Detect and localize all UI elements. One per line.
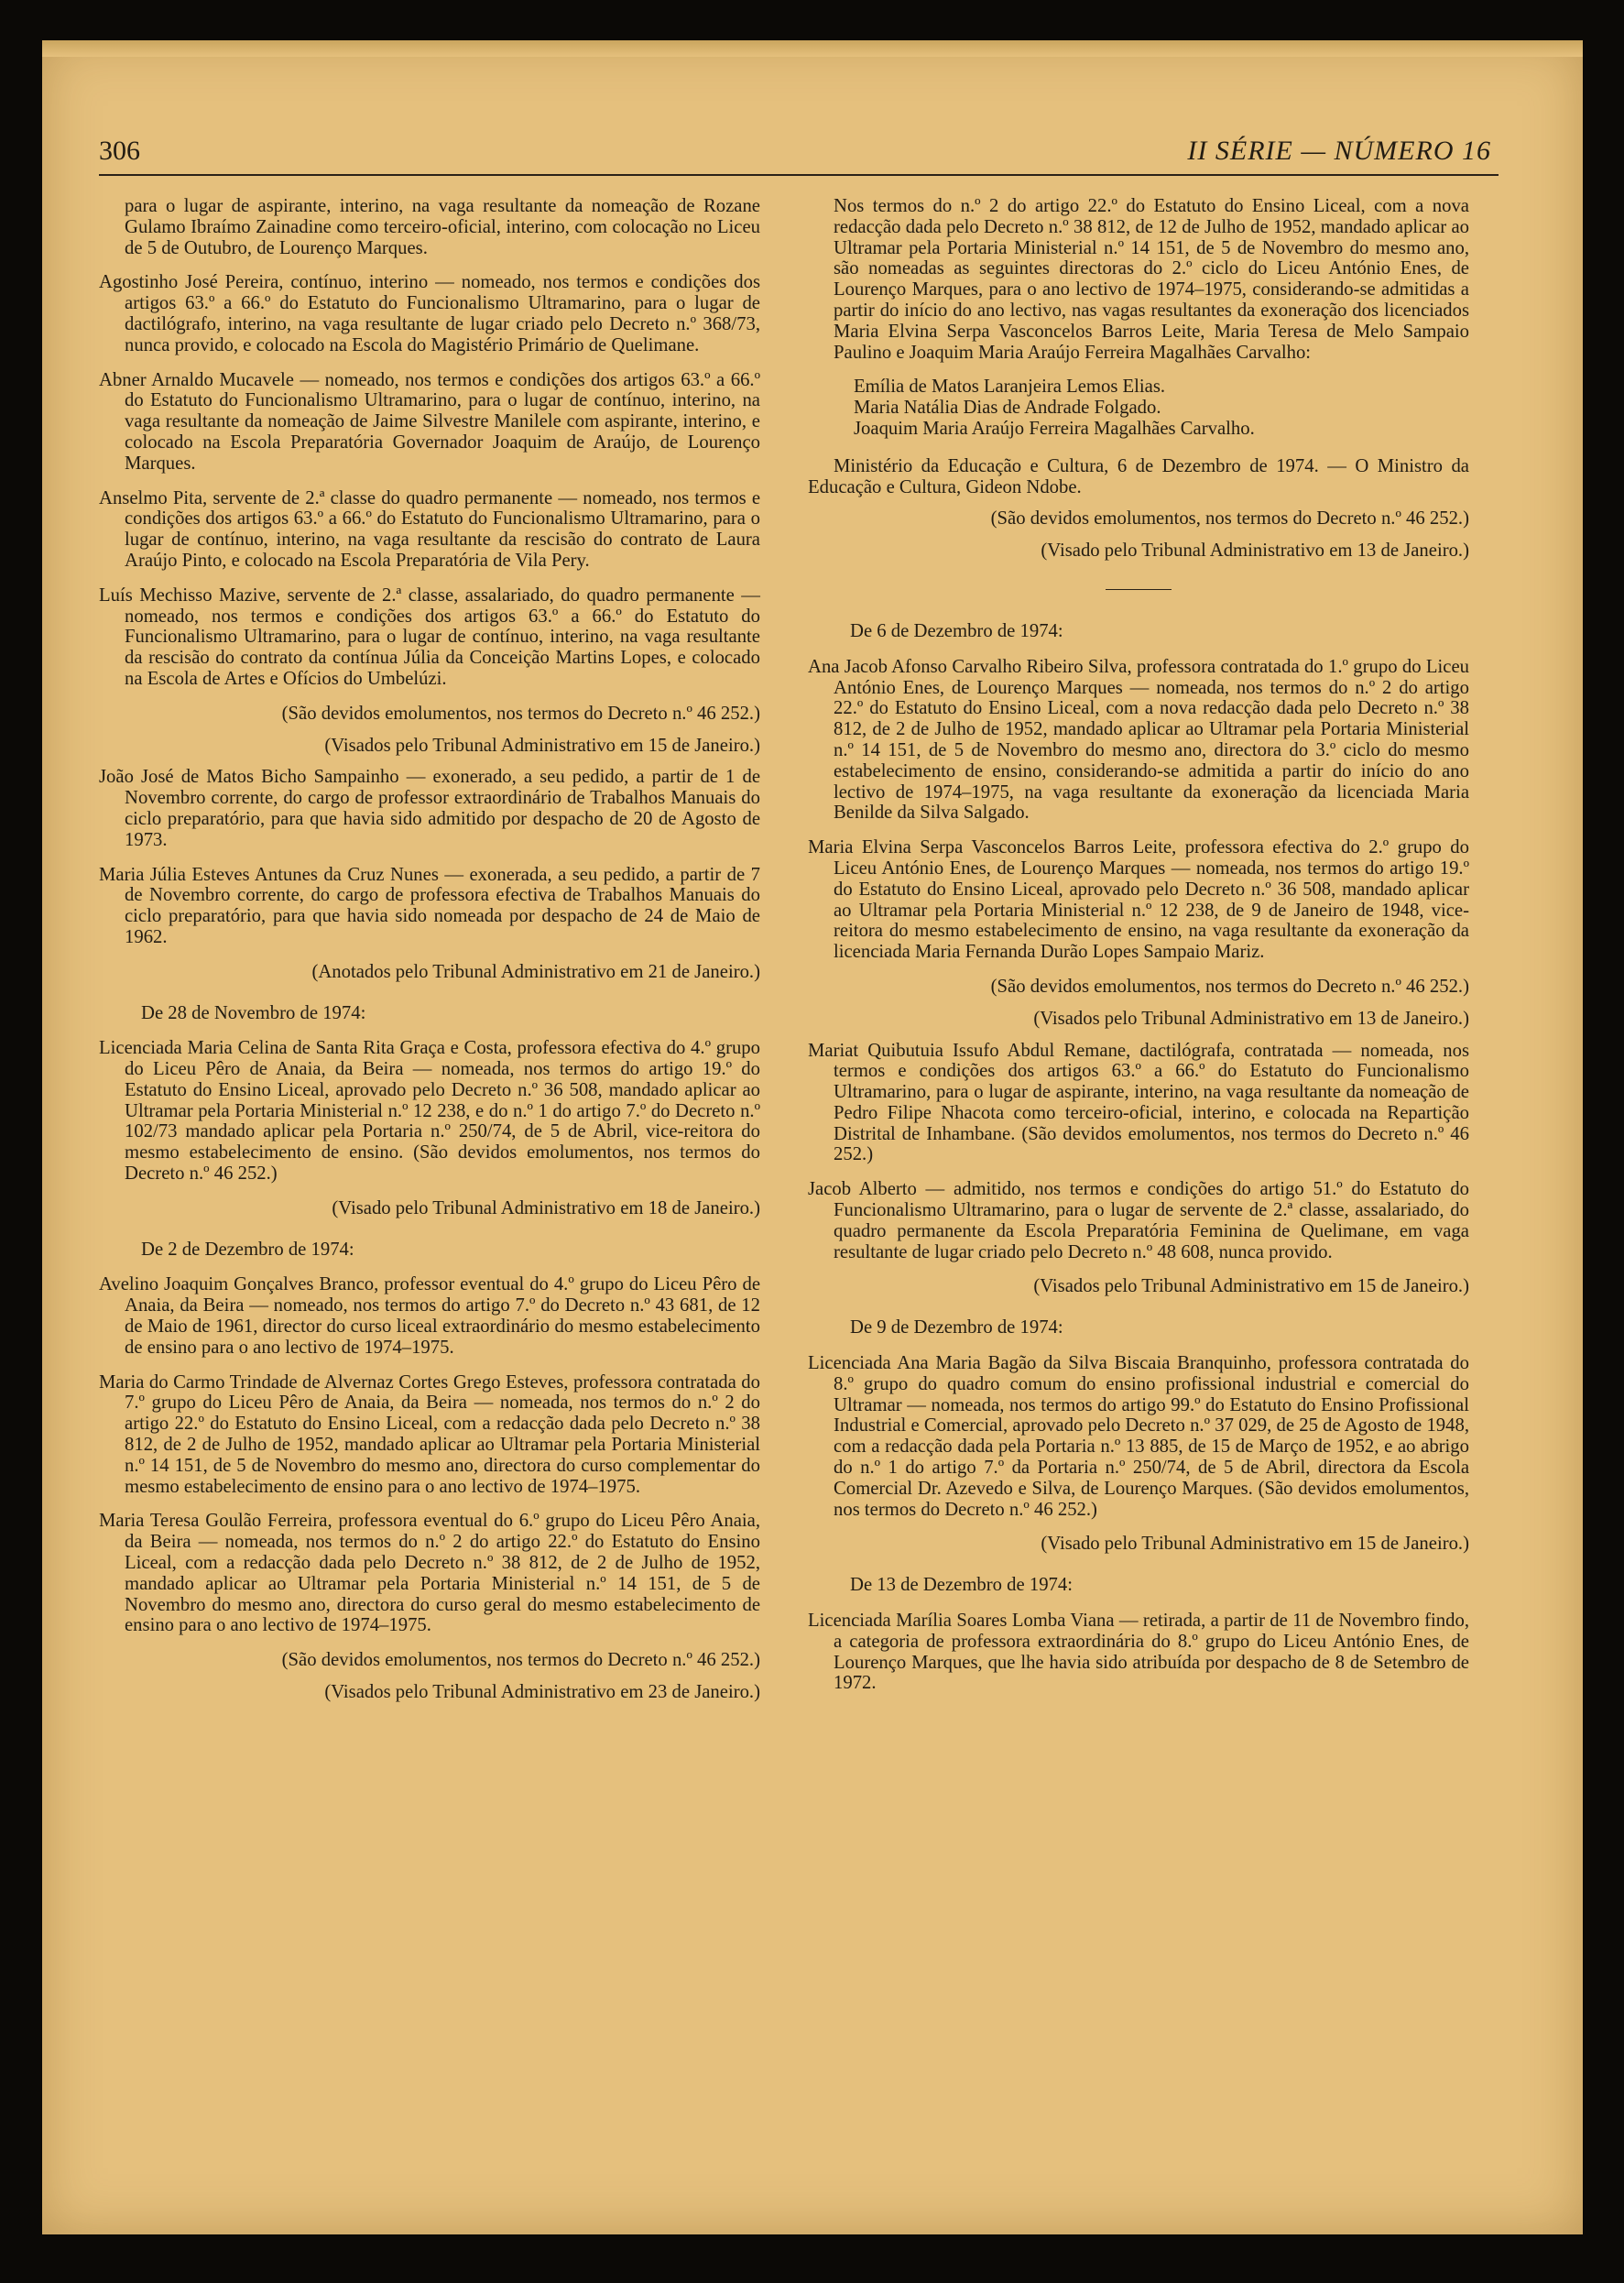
name-list <box>808 377 1469 439</box>
section-divider <box>1106 589 1172 590</box>
appointment-entry: Abner Arnaldo Mucavele — nomeado, nos termos e condições dos artigos 63.º a 66.º do Estatuto do Funcionalismo Ultramarino, para o lugar de contínuo, interino, na vaga resultante da nomeação de Jaime Silvestre Manilele com aspirante, interino, e colocado na Escola Preparatória Governador Joaquim de Araújo, de Lourenço Marques. <box>99 369 760 474</box>
appointment-entry: Anselmo Pita, servente de 2.ª classe do quadro permanente — nomeado, nos termos e condições dos artigos 63.º a 66.º do Estatuto do Funcionalismo Ultramarino, para o lugar de contínuo, interino, na vaga resultante da rescisão do contrato de Laura Araújo Pinto, e colocado na Escola Preparatória de Vila Pery. <box>99 487 760 571</box>
registry-note: (São devidos emolumentos, nos termos do Decreto n.º 46 252.) <box>990 976 1469 997</box>
appointment-entry: Ana Jacob Afonso Carvalho Ribeiro Silva, professora contratada do 1.º grupo do Liceu António Enes, de Lourenço Marques — nomeada, nos termos do n.º 2 do artigo 22.º do Estatuto do Ensino Liceal, com a nova redacção dada pelo Decreto n.º 38 812, de 2 de Julho de 1952, mandado aplicar ao Ultramar pela Portaria Ministerial n.º 14 151, de 5 de Novembro do mesmo ano, directora do 3.º ciclo do mesmo estabelecimento de ensino, considerando-se admitida a partir do início do ano lectivo de 1974–1975, na vaga resultante da exoneração da licenciada Maria Benilde da Silva Salgado. <box>808 656 1469 824</box>
registry-note: (Visados pelo Tribunal Administrativo em 15 de Janeiro.) <box>324 735 760 756</box>
appointment-entry: Avelino Joaquim Gonçalves Branco, professor eventual do 4.º grupo do Liceu Pêro de Anaia, da Beira — nomeado, nos termos do artigo 7.º do Decreto n.º 43 681, de 12 de Maio de 1961, director do curso liceal extraordinário do mesmo estabelecimento de ensino para o ano lectivo de 1974–1975. <box>99 1274 760 1358</box>
registry-note: (Visados pelo Tribunal Administrativo em 15 de Janeiro.) <box>1033 1276 1469 1297</box>
appointment-entry: Mariat Quibutuia Issufo Abdul Remane, dactilógrafa, contratada — nomeada, nos termos e condições dos artigos 63.º a 66.º do Estatuto do Funcionalismo Ultramarino, para o lugar de aspirante, interino, na vaga resultante da nomeação de Pedro Filipe Nhacota como terceiro-oficial, interino, e colocada na Repartição Distrital de Inhambane. (São devidos emolumentos, nos termos do Decreto n.º 46 252.) <box>808 1040 1469 1165</box>
continued-paragraph: para o lugar de aspirante, interino, na vaga resultante da nomeação de Rozane Gulamo Ibraímo Zainadine como terceiro-oficial, interino, com colocação no Liceu de 5 de Outubro, de Lourenço Marques. <box>125 196 760 258</box>
page-number: 306 <box>99 136 140 166</box>
date-heading: De 9 de Dezembro de 1974: <box>850 1317 1063 1338</box>
appointment-entry: Maria Teresa Goulão Ferreira, professora eventual do 6.º grupo do Liceu Pêro Anaia, da Beira — nomeada, nos termos do n.º 2 do artigo 22.º do Estatuto do Ensino Liceal, com a redacção dada pelo Decreto n.º 38 812, de 2 de Julho de 1952, mandado aplicar ao Ultramar pela Portaria Ministerial n.º 14 151, de 5 de Novembro do mesmo ano, directora do curso geral do mesmo estabelecimento de ensino para o ano lectivo de 1974–1975. <box>99 1511 760 1636</box>
right-column <box>808 196 1469 1708</box>
date-heading: De 28 de Novembro de 1974: <box>141 1002 366 1023</box>
appointment-entry: Licenciada Marília Soares Lomba Viana — retirada, a partir de 11 de Novembro findo, a categoria de professora extraordinária do 8.º grupo do Liceu António Enes, de Lourenço Marques, que lhe havia sido atribuída por despacho de 8 de Setembro de 1972. <box>808 1611 1469 1694</box>
date-heading: De 6 de Dezembro de 1974: <box>850 620 1063 641</box>
registry-note: (São devidos emolumentos, nos termos do Decreto n.º 46 252.) <box>990 508 1469 530</box>
registry-note: (São devidos emolumentos, nos termos do Decreto n.º 46 252.) <box>281 703 760 724</box>
page-header <box>99 136 1499 176</box>
appointment-entry: João José de Matos Bicho Sampainho — exonerado, a seu pedido, a partir de 1 de Novembro corrente, do cargo de professor extraordinário de Trabalhos Manuais do ciclo preparatório, para que havia sido admitido por despacho de 20 de Agosto de 1973. <box>99 767 760 850</box>
appointment-entry: Luís Mechisso Mazive, servente de 2.ª classe, assalariado, do quadro permanente — nomeado, nos termos e condições dos artigos 63.º a 66.º do Estatuto do Funcionalismo Ultramarino, para o lugar de contínuo, interino, na vaga resultante da rescisão do contrato da contínua Júlia da Conceição Martins Lopes, e colocado na Escola de Artes e Ofícios do Umbelúzi. <box>99 584 760 689</box>
date-heading: De 13 de Dezembro de 1974: <box>850 1575 1073 1596</box>
left-column <box>99 196 760 1714</box>
appointment-entry: Maria do Carmo Trindade de Alvernaz Cortes Grego Esteves, professora contratada do 7.º grupo do Liceu Pêro de Anaia, da Beira — nomeada, nos termos do n.º 2 do artigo 22.º do Estatuto do Ensino Liceal, com a redacção dada pelo Decreto n.º 38 812, de 2 de Julho de 1952, mandado aplicar ao Ultramar pela Portaria Ministerial n.º 14 151, de 5 de Novembro do mesmo ano, directora do curso complementar do mesmo estabelecimento de ensino para o ano lectivo de 1974–1975. <box>99 1371 760 1497</box>
registry-note: (Visado pelo Tribunal Administrativo em 13 de Janeiro.) <box>1041 541 1469 562</box>
continued-paragraph: Nos termos do n.º 2 do artigo 22.º do Estatuto do Ensino Liceal, com a nova redacção dada pelo Decreto n.º 38 812, de 12 de Julho de 1952, mandado aplicar ao Ultramar pela Portaria Ministerial n.º 14 151, de 5 de Novembro do mesmo ano, são nomeadas as seguintes directoras do 2.º ciclo do Liceu António Enes, de Lourenço Marques, para o ano lectivo de 1974–1975, considerando-se admitidas a partir do início do ano lectivo, nas vagas resultantes da exoneração dos licenciados Maria Elvina Serpa Vasconcelos Barros Leite, Maria Teresa de Melo Sampaio Paulino e Joaquim Maria Araújo Ferreira Magalhães Carvalho: <box>834 196 1469 363</box>
registry-note: (Visados pelo Tribunal Administrativo em 13 de Janeiro.) <box>1033 1008 1469 1029</box>
appointment-entry: Agostinho José Pereira, contínuo, interino — nomeado, nos termos e condições dos artigos 63.º a 66.º do Estatuto do Funcionalismo Ultramarino, para o lugar de dactilógrafo, interino, na vaga resultante de lugar criado pelo Decreto n.º 368/73, nunca provido, e colocado na Escola do Magistério Primário de Quelimane. <box>99 272 760 355</box>
signature-line: Ministério da Educação e Cultura, 6 de Dezembro de 1974. — O Ministro da Educação e Cultura, Gideon Ndobe. <box>808 455 1469 497</box>
name-list-item: Joaquim Maria Araújo Ferreira Magalhães Carvalho. <box>854 418 1255 439</box>
date-heading: De 2 de Dezembro de 1974: <box>141 1239 354 1260</box>
registry-note: (Visados pelo Tribunal Administrativo em 23 de Janeiro.) <box>324 1682 760 1703</box>
appointment-entry: Jacob Alberto — admitido, nos termos e condições do artigo 51.º do Estatuto do Funcionalismo Ultramarino, para o lugar de servente de 2.ª classe, assalariado, do quadro permanente da Escola Preparatória Feminina de Quelimane, em vaga resultante de lugar criado pelo Decreto n.º 48 608, nunca provido. <box>808 1179 1469 1262</box>
appointment-entry: Maria Júlia Esteves Antunes da Cruz Nunes — exonerada, a seu pedido, a partir de 7 de Novembro corrente, do cargo de professora efectiva de Trabalhos Manuais do ciclo preparatório, para que havia sido nomeada por despacho de 24 de Maio de 1962. <box>99 864 760 947</box>
page <box>99 136 1499 1703</box>
appointment-entry: Maria Elvina Serpa Vasconcelos Barros Leite, professora efectiva do 2.º grupo do Liceu António Enes, de Lourenço Marques — nomeada, nos termos do artigo 19.º do Estatuto do Ensino Liceal, aprovado pelo Decreto n.º 36 508, mandado aplicar ao Ultramar pela Portaria Ministerial n.º 12 238, de 9 de Janeiro de 1948, vice-reitora do mesmo estabelecimento de ensino, na vaga resultante da exoneração da licenciada Maria Fernanda Durão Lopes Sampaio Mariz. <box>808 837 1469 963</box>
registry-note: (São devidos emolumentos, nos termos do Decreto n.º 46 252.) <box>281 1650 760 1671</box>
name-list-item: Maria Natália Dias de Andrade Folgado. <box>854 398 1161 419</box>
registry-note: (Visado pelo Tribunal Administrativo em 18 de Janeiro.) <box>332 1197 760 1218</box>
appointment-entry: Licenciada Maria Celina de Santa Rita Graça e Costa, professora efectiva do 4.º grupo do Liceu Pêro de Anaia, da Beira — nomeada, nos termos do artigo 19.º do Estatuto do Ensino Liceal, aprovado pelo Decreto n.º 36 508, mandado aplicar ao Ultramar pela Portaria Ministerial n.º 12 238, e do n.º 1 do artigo 7.º do Decreto n.º 102/73 mandado aplicar pela Portaria n.º 250/74, de 5 de Abril, vice-reitora do mesmo estabelecimento de ensino. (São devidos emolumentos, nos termos do Decreto n.º 46 252.) <box>99 1038 760 1185</box>
registry-note: (Visado pelo Tribunal Administrativo em 15 de Janeiro.) <box>1041 1534 1469 1555</box>
appointment-entry: Licenciada Ana Maria Bagão da Silva Biscaia Branquinho, professora contratada do 8.º grupo do quadro comum do ensino profissional industrial e comercial do Ultramar — nomeada, nos termos do artigo 99.º do Estatuto do Ensino Profissional Industrial e Comercial, aprovado pelo Decreto n.º 37 029, de 25 de Agosto de 1948, com a redacção dada pela Portaria n.º 13 885, de 15 de Março de 1952, e ao abrigo do n.º 1 do artigo 7.º da Portaria n.º 250/74, de 5 de Abril, directora da Escola Comercial Dr. Azevedo e Silva, de Lourenço Marques. (São devidos emolumentos, nos termos do Decreto n.º 46 252.) <box>808 1353 1469 1520</box>
name-list-item: Emília de Matos Laranjeira Lemos Elias. <box>854 377 1166 398</box>
series-number: II SÉRIE — NÚMERO 16 <box>1187 136 1491 166</box>
registry-note: (Anotados pelo Tribunal Administrativo em 21 de Janeiro.) <box>311 961 760 982</box>
